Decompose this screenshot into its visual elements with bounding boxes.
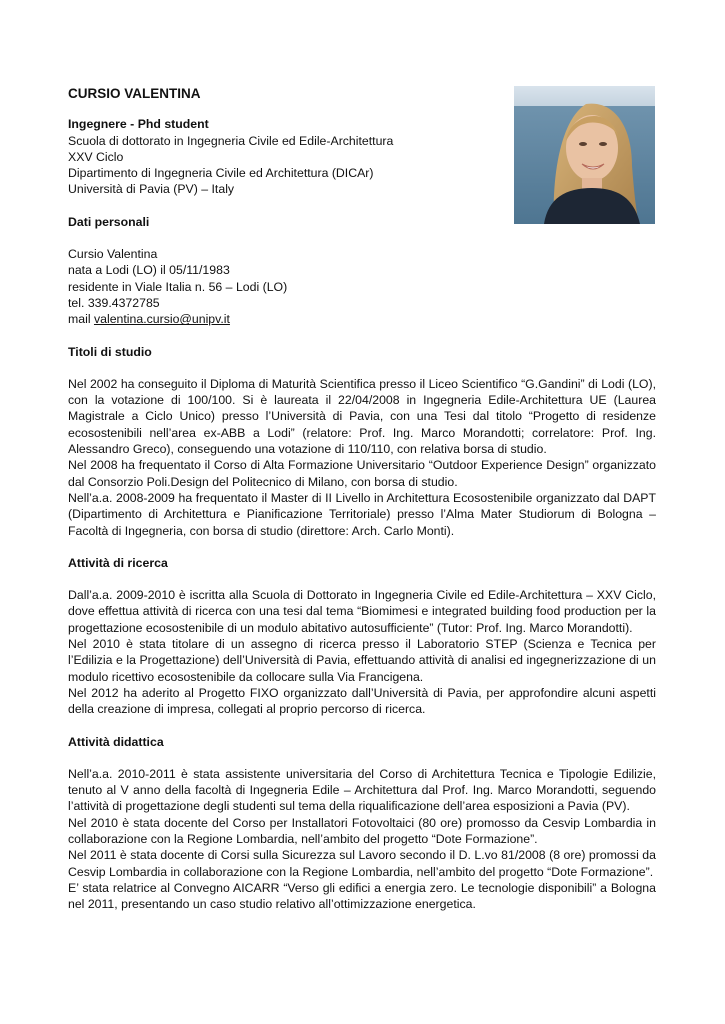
studies-paragraph: Nel 2008 ha frequentato il Corso di Alta Formazione Universitario “Outdoor Experience Design” organizzato dal Consorzio Poli.Design del Politecnico di Milano, con borsa di studio. — [68, 458, 656, 489]
teaching-paragraph: Nel 2011 è stata docente di Corsi sulla Sicurezza sul Lavoro secondo il D. L.vo 81/2008 (8 ore) promossi da Cesvip Lombardia in collaborazione con la Regione Lombardia, nell’ambito del progetto “Dote Formazione”. — [68, 848, 656, 879]
studies-block — [68, 376, 656, 539]
header-block — [68, 116, 656, 197]
research-block — [68, 587, 656, 717]
school-line: Scuola di dottorato in Ingegneria Civile ed Edile-Architettura — [68, 133, 394, 148]
section-heading-research: Attività di ricerca — [68, 555, 168, 570]
department-line: Dipartimento di Ingegneria Civile ed Architettura (DICAr) — [68, 166, 374, 181]
cv-document — [68, 86, 656, 912]
research-paragraph: Nel 2010 è stata titolare di un assegno di ricerca presso il Laboratorio STEP (Scienza e Tecnica per l’Edilizia e la Progettazione) dell’Università di Pavia, effettuando attività di analisi ed ingegnerizzazione di un modulo ricettivo ecosostenibile da collocare sulla Via Francigena. — [68, 637, 656, 684]
cv-name-title: CURSIO VALENTINA — [68, 86, 201, 101]
teaching-paragraph: E’ stata relatrice al Convegno AICARR “Verso gli edifici a energia zero. Le tecnologie disponibili” a Bologna nel 2011, presentando un caso studio relativo all’ottimizzazione energetica. — [68, 880, 656, 912]
studies-paragraph: Nell’a.a. 2008-2009 ha frequentato il Master di II Livello in Architettura Ecosostenibile organizzato dal DAPT (Dipartimento di Architettura e Pianificazione Territoriale) presso l’Alma Mater Studiorum di Bologna – Facoltà di Ingegneria, con borsa di studio (direttore: Arch. Carlo Monti). — [68, 490, 656, 538]
email-link[interactable]: valentina.cursio@unipv.it — [93, 312, 230, 327]
section-heading-teaching: Attività didattica — [68, 734, 164, 749]
personal-residence: residente in Viale Italia n. 56 – Lodi (LO) — [68, 279, 288, 294]
personal-block — [68, 246, 656, 327]
section-heading-personal: Dati personali — [68, 214, 150, 229]
personal-mail-line — [68, 311, 656, 327]
research-paragraph: Dall’a.a. 2009-2010 è iscritta alla Scuola di Dottorato in Ingegneria Civile ed Edile-Architettura – XXV Ciclo, dove effettua attività di ricerca con una tesi dal tema “Biomimesi e integrated building food production per la progettazione ecosostenibile di un modulo abitativo autosufficiente” (Tutor: Prof. Ing. Marco Morandotti). — [68, 588, 656, 635]
teaching-paragraph: Nell’a.a. 2010-2011 è stata assistente universitaria del Corso di Architettura Tecnica e Tipologie Edilizie, tenuto al V anno della facoltà di Ingegneria Edile – Architettura dal Prof. Ing. Marco Morandotti, seguendo l’attività di progettazione degli studenti sul tema della riqualificazione dell’area esposizioni a Pavia (PV). — [68, 766, 656, 814]
teaching-block — [68, 766, 656, 913]
university-line: Università di Pavia (PV) – Italy — [68, 182, 235, 197]
section-heading-studies: Titoli di studio — [68, 344, 152, 359]
personal-name: Cursio Valentina — [68, 247, 158, 262]
role-line: Ingegnere - Phd student — [68, 117, 209, 132]
cycle-line: XXV Ciclo — [68, 149, 124, 164]
teaching-paragraph: Nel 2010 è stata docente del Corso per Installatori Fotovoltaici (80 ore) promosso da Cesvip Lombardia in collaborazione con la Regione Lombardia, nell’ambito del progetto “Dote Formazione”. — [68, 815, 656, 846]
personal-phone: tel. 339.4372785 — [68, 295, 160, 310]
mail-label: mail — [68, 312, 94, 327]
studies-paragraph: Nel 2002 ha conseguito il Diploma di Maturità Scientifica presso il Liceo Scientifico “G.Gandini” di Lodi (LO), con la votazione di 100/100. Si è laureata il 22/04/2008 in Ingegneria Edile-Architettura UE (Laurea Magistrale a Ciclo Unico) presso l’Università di Pavia, con una Tesi dal titolo “Progetto di residenze ecosostenibili nell’area ex-ABB a Lodi” (relatore: Prof. Ing. Marco Morandotti; correlatore: Prof. Ing. Alessandro Greco), conseguendo una votazione di 110/110, con relativa borsa di studio. — [68, 376, 656, 457]
personal-birth: nata a Lodi (LO) il 05/11/1983 — [68, 263, 230, 278]
research-paragraph: Nel 2012 ha aderito al Progetto FIXO organizzato dall’Università di Pavia, per approfondire alcuni aspetti della creazione di impresa, collegati al proprio percorso di ricerca. — [68, 685, 656, 717]
